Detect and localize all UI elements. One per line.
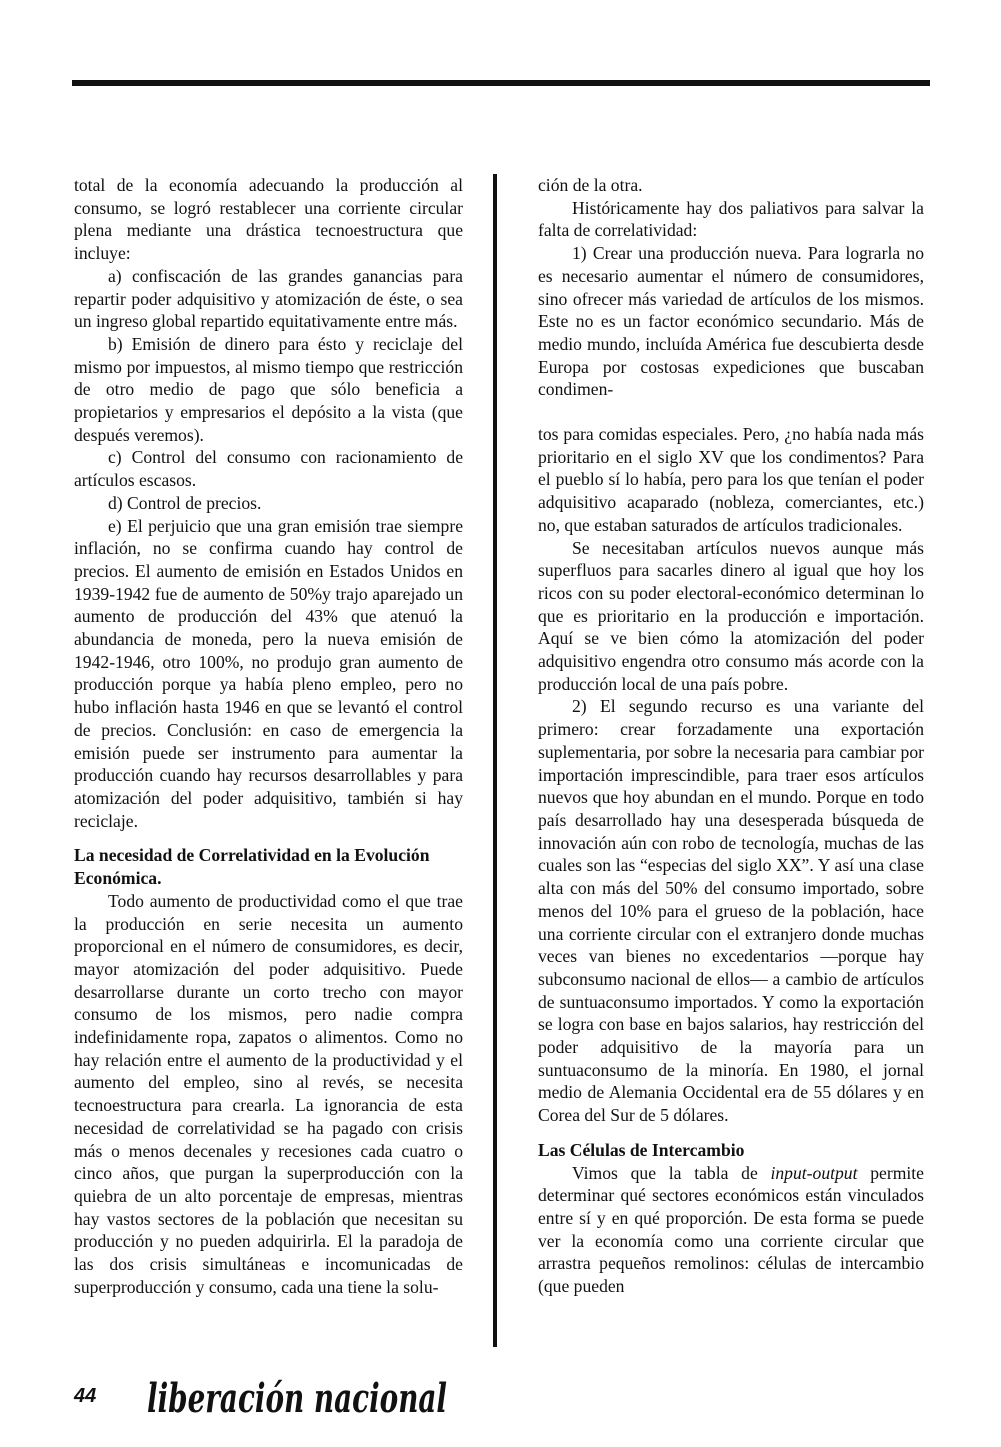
right-paragraph-5: Se necesitaban artículos nuevos aunque más superfluos para sacarles dinero al igual que hoy los ricos con su poder electoral-económico determinan lo que es prioritario en la producción e importación. Aquí se ve bien cómo la atomización del poder adquisitivo engendra otro consumo más acorde con la producción local de una país pobre.	[538, 537, 924, 694]
column-divider	[493, 174, 497, 1347]
left-paragraph-1: total de la economía adecuando la producción al consumo, se logró restablecer una corriente circular plena mediante una drástica tecnoestructura que incluye:	[74, 175, 463, 264]
right-paragraph-4: tos para comidas especiales. Pero, ¿no había nada más prioritario en el siglo XV que los condimentos? Para el pueblo sí lo había, pero para los que tenían el poder adquisitivo acaparado (nobleza, comerciantes, etc.) no, que estaban saturados de artículos tradicionales.	[538, 424, 924, 535]
right-paragraph-7	[538, 1162, 924, 1298]
masthead-logo	[143, 1362, 455, 1432]
left-paragraph-correlatividad: Todo aumento de productividad como el que trae la producción en serie necesita un aumento proporcional en el número de consumidores, es decir, mayor atomización del poder adquisitivo. Puede desarrollarse durante un corto trecho con mayor consumo de los mismos, pero nadie compra indefinidamente ropa, zapatos o alimentos. Como no hay relación entre el aumento de la productividad y el aumento del empleo, sino al revés, se necesita tecnoestructura para crearla. La ignorancia de esta necesidad de correlatividad se ha pagado con crisis más o menos decenales y recesiones cada cuatro o cinco años, que purgan la superproducción con la quiebra de un alto porcentaje de empresas, mientras hay vastos sectores de la población que necesitan su producción y no pueden adquirirla. El la paradoja de las dos crisis simultáneas e incomunicadas de superproducción y consumo, cada una tiene la solu-	[74, 890, 463, 1297]
left-item-b: b) Emisión de dinero para ésto y reciclaje del mismo por impuestos, al mismo tiempo que restricción de otro medio de pago que sólo beneficia a propietarios y empresarios el depósito a la vista (que después veremos).	[74, 333, 463, 445]
section-heading-celulas: Las Células de Intercambio	[538, 1139, 745, 1160]
page-number: 44	[74, 1385, 97, 1407]
left-item-e: e) El perjuicio que una gran emisión trae siempre inflación, no se confirma cuando hay control de precios. El aumento de emisión en Estados Unidos en 1939-1942 fue de aumento de 50%y trajo aparejado un aumento de producción del 43% que atenuó la abundancia de moneda, pero la nueva emisión de 1942-1946, otro 100%, no produjo gran aumento de producción porque ya había pleno empleo, pero no hubo inflación hasta 1946 en que se levantó el control de precios. Conclusión: en caso de emergencia la emisión puede ser instrumento para aumentar la producción cuando hay recursos desarrollables y para atomización del poder adquisitivo, también si hay reciclaje.	[74, 515, 463, 831]
left-item-c: c) Control del consumo con racionamiento de artículos escasos.	[74, 447, 463, 491]
top-rule	[72, 80, 930, 86]
masthead-text: liberación nacional	[147, 1375, 447, 1422]
right-paragraph-3: 1) Crear una producción nueva. Para lograrla no es necesario aumentar el número de consumidores, sino ofrecer más variedad de artículos de los mismos. Este no es un factor económico secundario. Más de medio mundo, incluída América fue descubierta desde Europa por costosas expediciones que buscaban condimen-	[538, 243, 924, 400]
section-heading-correlatividad: La necesidad de Correlatividad en la Evolución Económica.	[74, 845, 430, 889]
left-item-a: a) confiscación de las grandes ganancias para repartir poder adquisitivo y atomización de éste, o sea un ingreso global repartido equitativamente entre más.	[74, 265, 463, 332]
right-paragraph-2: Históricamente hay dos paliativos para salvar la falta de correlatividad:	[538, 197, 924, 241]
p7-before: Vimos que la tabla de	[572, 1162, 771, 1183]
right-column	[538, 174, 924, 1298]
right-paragraph-1: ción de la otra.	[538, 175, 643, 195]
p7-italic-term: input-output	[770, 1162, 858, 1183]
left-item-d: d) Control de precios.	[108, 492, 262, 513]
p7-after: permite determinar qué sectores económicos están vinculados entre sí y en qué proporción. De esta forma se puede ver la economía como una corriente circular que arrastra pequeños remolinos: células de intercambio (que pueden	[538, 1162, 924, 1297]
right-paragraph-6: 2) El segundo recurso es una variante del primero: crear forzadamente una exportación suplementaria, por sobre la necesaria para cambiar por importación imprescindible, para traer esos artículos nuevos que hoy abundan en el mundo. Porque en todo país desarrollado hay una desesperada búsqueda de innovación aún con robo de tecnología, muchas de las cuales son las “especias del siglo XX”. Y así una clase alta con más del 50% del consumo importado, sobre menos del 10% para el grueso de la población, hace una corriente circular con el extranjero donde muchas veces van bienes no excedentarios —porque hay subconsumo nacional de ellos— a cambio de artículos de suntuaconsumo importados. Y como la exportación se logra con base en bajos salarios, hay restricción del poder adquisitivo de la mayoría para un suntuaconsumo de la minoría. En 1980, el jornal medio de Alemania Occidental era de 55 dólares y en Corea del Sur de 5 dólares.	[538, 696, 924, 1126]
left-column	[74, 174, 463, 1298]
